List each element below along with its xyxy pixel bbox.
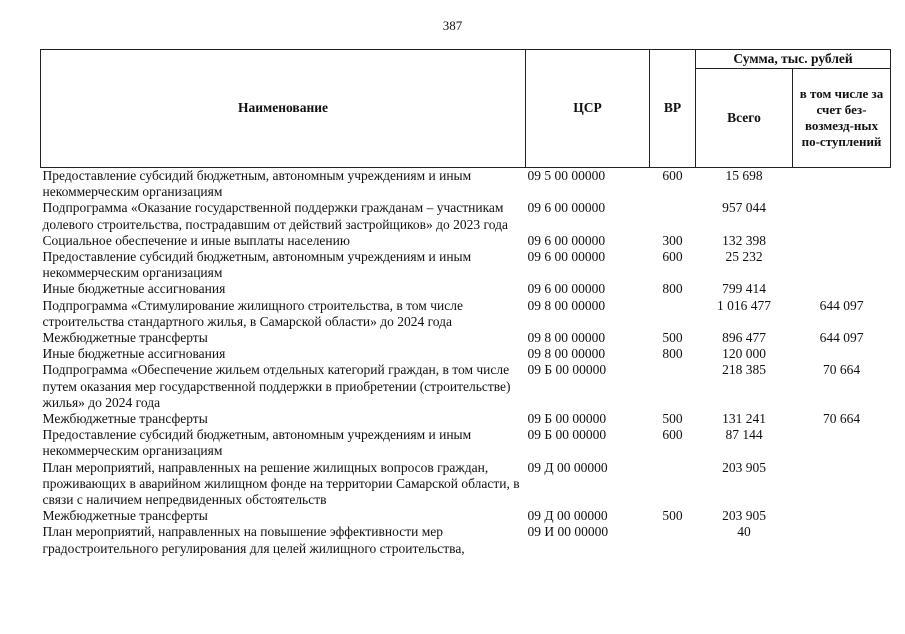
row-csr: 09 6 00 00000: [527, 249, 606, 265]
row-free: [793, 249, 891, 281]
table-row: [41, 362, 891, 411]
table-row: [41, 524, 891, 556]
row-csr: 09 8 00 00000: [527, 330, 606, 346]
header-csr: ЦСР: [526, 50, 650, 168]
row-vr: [650, 460, 696, 509]
row-csr: 09 6 00 00000: [527, 232, 606, 248]
row-name: Предоставление субсидий бюджетным, автономным учреждениям и иным некоммерческим организациям: [42, 249, 472, 281]
row-total: 203 905: [722, 508, 766, 524]
row-vr: 500: [662, 508, 683, 524]
row-name: Межбюджетные трансферты: [42, 330, 208, 346]
row-total: 1 016 477: [717, 297, 771, 313]
row-vr: 600: [662, 249, 683, 265]
row-csr: 09 Д 00 00000: [527, 508, 608, 524]
row-csr: 09 Б 00 00000: [527, 362, 607, 378]
row-csr: 09 Б 00 00000: [527, 411, 607, 427]
row-total: 799 414: [722, 281, 766, 297]
row-free: [793, 427, 891, 459]
row-csr: 09 6 00 00000: [527, 281, 606, 297]
header-free: в том числе за счет без-возмезд-ных по-ступлений: [793, 69, 891, 168]
table-row: [41, 298, 891, 330]
row-csr: 09 И 00 00000: [527, 524, 609, 540]
row-free: 644 097: [819, 330, 864, 346]
table-row: [41, 233, 891, 249]
table-row: [41, 200, 891, 232]
row-vr: 600: [662, 168, 683, 183]
row-name: Предоставление субсидий бюджетным, автономным учреждениям и иным некоммерческим организациям: [42, 168, 472, 200]
row-csr: 09 8 00 00000: [527, 297, 606, 313]
row-name: Межбюджетные трансферты: [42, 508, 208, 524]
row-name: Иные бюджетные ассигнования: [42, 281, 226, 297]
row-name: Подпрограмма «Стимулирование жилищного строительства, в том числе строительства стандартного жилья, в Самарской области» до 2024 года: [42, 297, 463, 329]
row-free: [793, 281, 891, 297]
row-total: 25 232: [725, 249, 763, 265]
row-free: [793, 200, 891, 232]
header-name: Наименование: [41, 50, 526, 168]
table-row: [41, 411, 891, 427]
row-name: Предоставление субсидий бюджетным, автономным учреждениям и иным некоммерческим организациям: [42, 427, 472, 459]
table-row: [41, 249, 891, 281]
row-csr: 09 5 00 00000: [527, 168, 606, 183]
row-vr: [650, 362, 696, 411]
row-csr: 09 Д 00 00000: [527, 459, 608, 475]
row-free: [793, 524, 891, 556]
row-free: [793, 508, 891, 524]
row-total: 120 000: [722, 346, 766, 362]
row-total: 896 477: [722, 330, 766, 346]
row-name: Межбюджетные трансферты: [42, 411, 208, 427]
table-row: [41, 460, 891, 509]
row-total: 131 241: [722, 411, 766, 427]
row-name: План мероприятий, направленных на решение жилищных вопросов граждан, проживающих в аварийном жилищном фонде на территории Самарской области, в связи с наличием непредвиденных обстоятельств: [42, 459, 520, 508]
row-vr: 800: [662, 281, 683, 297]
table-row: [41, 427, 891, 459]
table-row: [41, 281, 891, 297]
table-row: [41, 508, 891, 524]
row-total: 15 698: [725, 168, 763, 183]
row-total: 203 905: [722, 459, 766, 475]
row-vr: [650, 524, 696, 556]
header-vr: ВР: [650, 50, 696, 168]
row-free: [793, 346, 891, 362]
row-csr: 09 Б 00 00000: [527, 427, 607, 443]
row-free: 70 664: [822, 411, 861, 427]
row-vr: [650, 298, 696, 330]
table-row: [41, 168, 891, 201]
row-total: 218 385: [722, 362, 766, 378]
row-total: 957 044: [722, 200, 766, 216]
row-csr: 09 8 00 00000: [527, 346, 606, 362]
row-total: 40: [737, 524, 751, 540]
row-vr: 800: [662, 346, 683, 362]
row-free: 644 097: [819, 297, 864, 313]
row-free: 70 664: [822, 362, 861, 378]
row-name: Подпрограмма «Обеспечение жильем отдельных категорий граждан, в том числе путем оказания мер государственной поддержки в приобретении (строительстве) жилья» до 2024 года: [42, 362, 511, 410]
budget-table: [40, 49, 891, 557]
row-free: [793, 233, 891, 249]
row-vr: 500: [662, 411, 683, 427]
row-csr: 09 6 00 00000: [527, 200, 606, 216]
table-row: [41, 346, 891, 362]
header-total: Всего: [696, 69, 793, 168]
row-total: 87 144: [725, 427, 763, 443]
row-name: Иные бюджетные ассигнования: [42, 346, 226, 362]
row-name: Социальное обеспечение и иные выплаты населению: [42, 232, 350, 248]
row-free: [793, 460, 891, 509]
row-name: Подпрограмма «Оказание государственной поддержки гражданам – участникам долевого строительства, пострадавшим от действий застройщиков» до 2023 года: [42, 200, 508, 232]
row-name: План мероприятий, направленных на повышение эффективности мер градостроительного регулирования для целей жилищного строительства,: [42, 524, 465, 556]
row-vr: 600: [662, 427, 683, 443]
row-vr: 500: [662, 330, 683, 346]
table-row: [41, 330, 891, 346]
row-vr: 300: [662, 232, 683, 248]
row-vr: [650, 200, 696, 232]
row-total: 132 398: [722, 232, 766, 248]
row-free: [793, 168, 891, 201]
page-number: 387: [442, 18, 463, 33]
header-sum-group: Сумма, тыс. рублей: [696, 50, 891, 69]
